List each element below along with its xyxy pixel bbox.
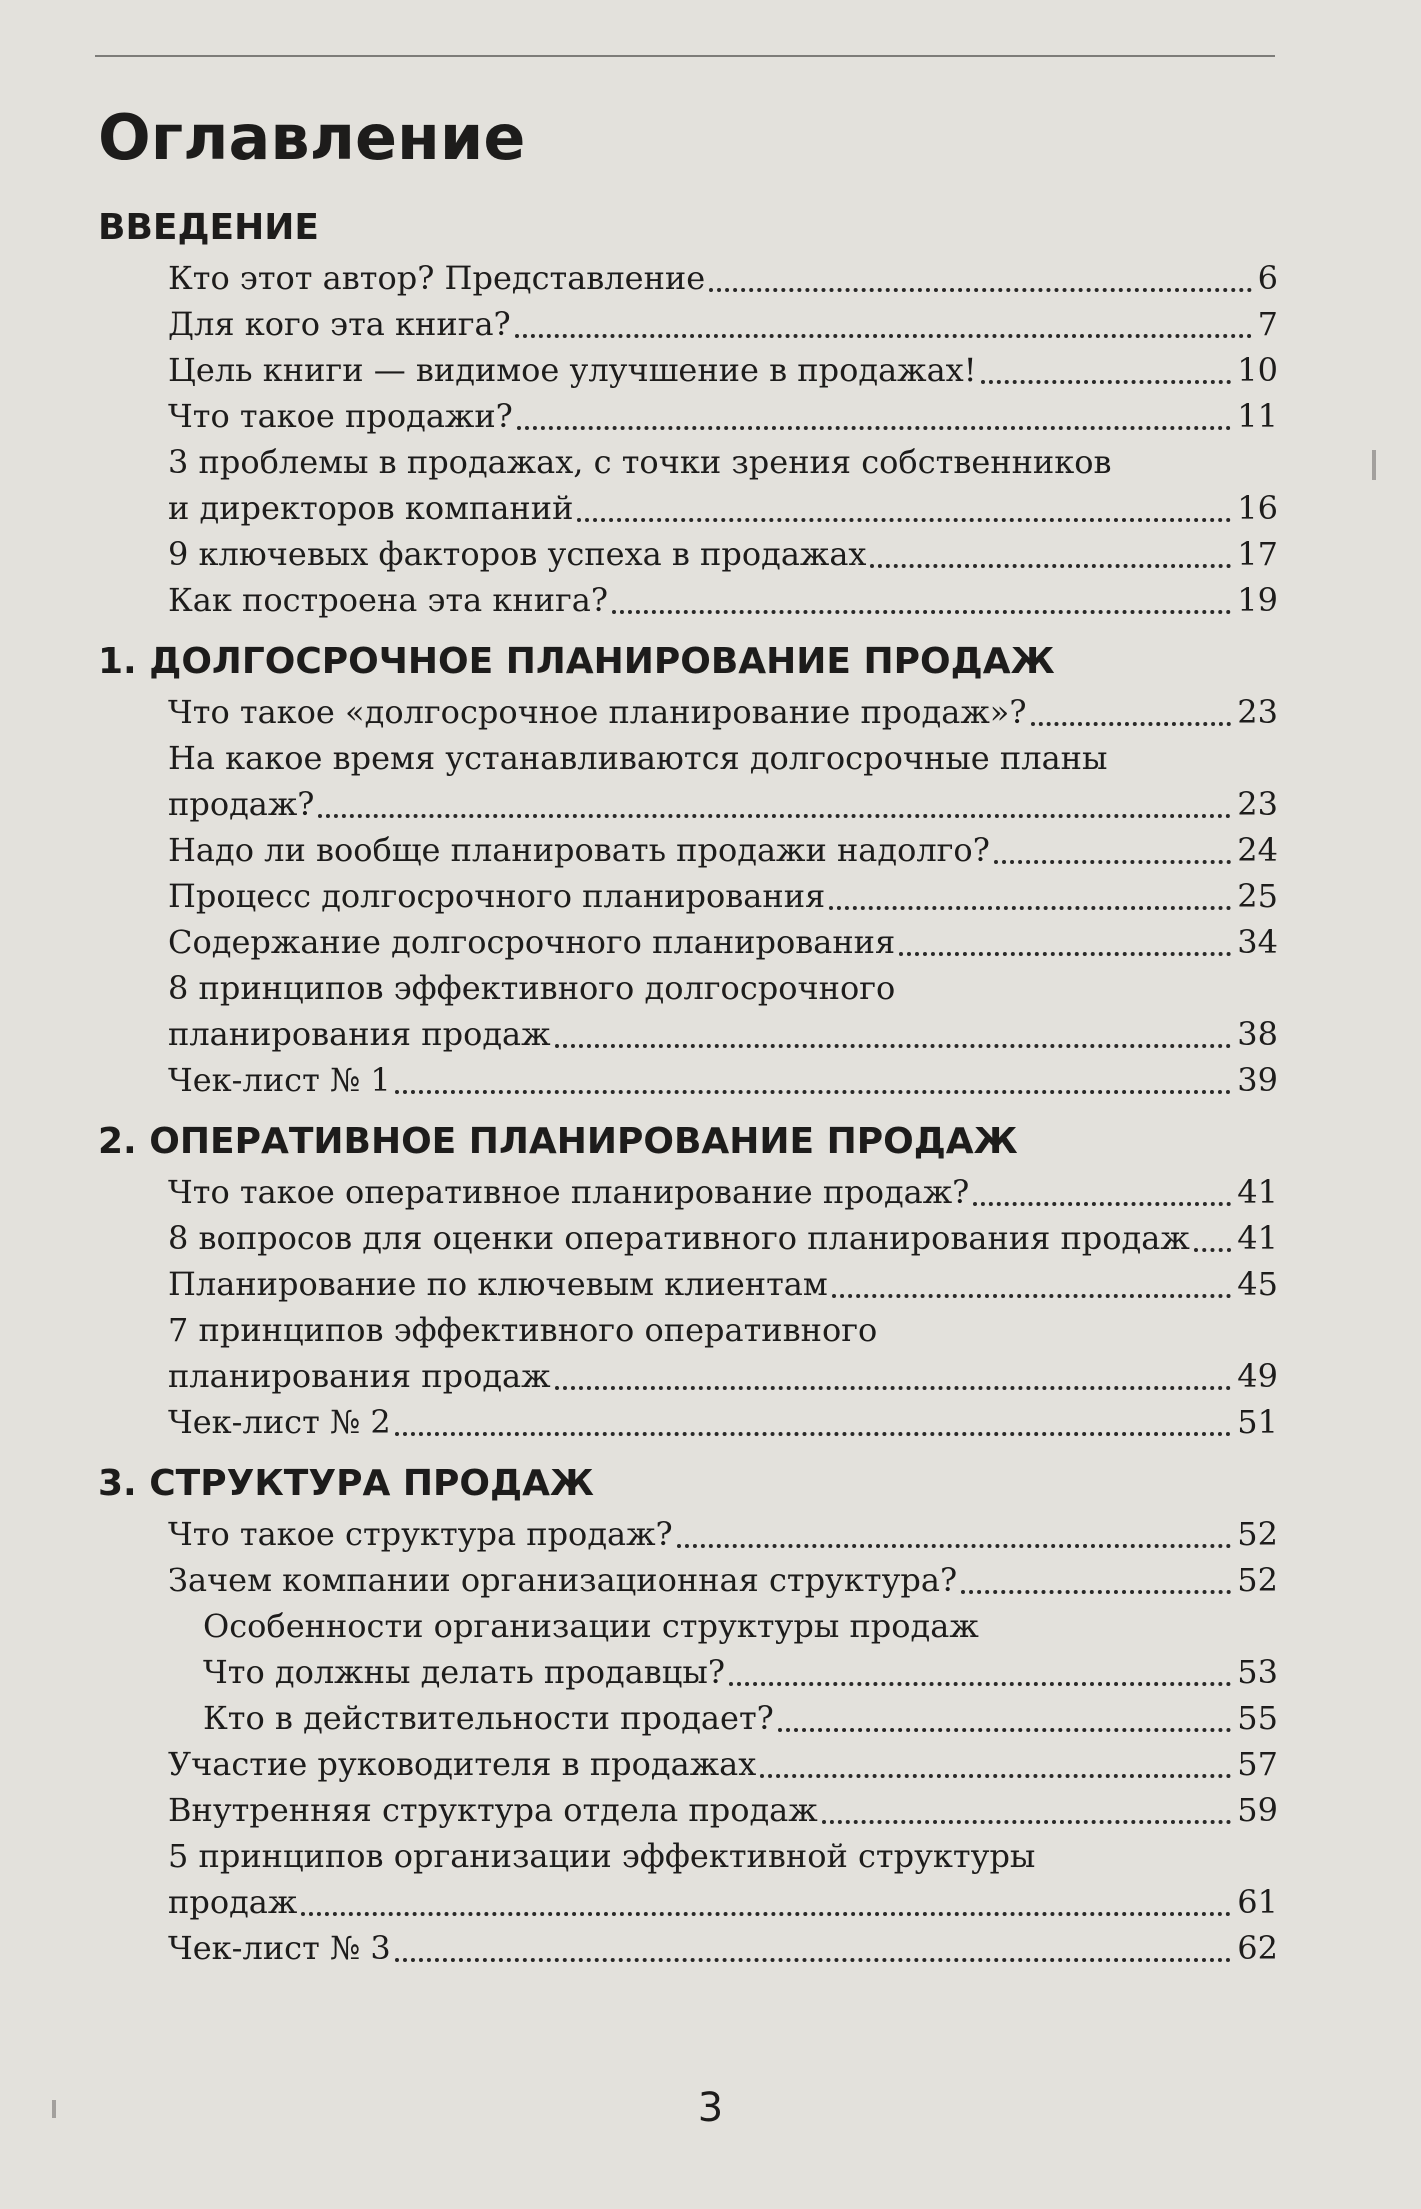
dot-leader bbox=[899, 952, 1231, 956]
toc-page-number: 38 bbox=[1237, 1015, 1278, 1053]
dot-leader bbox=[555, 1386, 1232, 1390]
dot-leader bbox=[577, 518, 1231, 522]
toc-page-number: 41 bbox=[1237, 1173, 1278, 1211]
dot-leader bbox=[973, 1202, 1231, 1206]
toc-page-number: 52 bbox=[1237, 1515, 1278, 1553]
toc-entry-text: Чек-лист № 1 bbox=[168, 1061, 391, 1099]
dot-leader bbox=[677, 1544, 1232, 1548]
dot-leader bbox=[994, 860, 1231, 864]
toc-entry-text: 9 ключевых факторов успеха в продажах bbox=[168, 535, 867, 573]
toc-entry[interactable] bbox=[98, 255, 1278, 301]
toc-entry[interactable] bbox=[98, 1261, 1278, 1307]
toc-entry-text: 8 принципов эффективного долгосрочного bbox=[168, 969, 896, 1007]
dot-leader bbox=[318, 814, 1231, 818]
toc-entry-text: Процесс долгосрочного планирования bbox=[168, 877, 826, 915]
toc-entry-text: 3 проблемы в продажах, с точки зрения собственников bbox=[168, 443, 1112, 481]
toc-entry-text: продаж? bbox=[168, 785, 315, 823]
margin-mark bbox=[52, 2100, 56, 2118]
toc-page-number: 25 bbox=[1237, 877, 1278, 915]
toc-page-number: 51 bbox=[1237, 1403, 1278, 1441]
dot-leader bbox=[555, 1044, 1232, 1048]
toc-page-number: 53 bbox=[1237, 1653, 1278, 1691]
header-rule bbox=[95, 55, 1275, 57]
toc-entry[interactable] bbox=[98, 531, 1278, 577]
dot-leader bbox=[301, 1912, 1231, 1916]
toc-page-number: 16 bbox=[1237, 489, 1278, 527]
toc-page-number: 17 bbox=[1237, 535, 1278, 573]
dot-leader bbox=[832, 1294, 1232, 1298]
toc-entry-text: Для кого эта книга? bbox=[168, 305, 511, 343]
toc-entry[interactable] bbox=[98, 1649, 1278, 1695]
toc-entry[interactable] bbox=[98, 1925, 1278, 1971]
toc-entry-text: 7 принципов эффективного оперативного bbox=[168, 1311, 878, 1349]
toc-entry-text: Кто в действительности продает? bbox=[203, 1699, 774, 1737]
dot-leader bbox=[981, 380, 1232, 384]
toc-page-number: 7 bbox=[1257, 305, 1278, 343]
section-title: 1. ДОЛГОСРОЧНОЕ ПЛАНИРОВАНИЕ ПРОДАЖ bbox=[98, 641, 1055, 682]
dot-leader bbox=[612, 610, 1231, 614]
dot-leader bbox=[961, 1590, 1231, 1594]
section-title: ВВЕДЕНИЕ bbox=[98, 207, 319, 248]
toc-page-number: 10 bbox=[1237, 351, 1278, 389]
dot-leader bbox=[517, 426, 1231, 430]
toc-entry-text: Содержание долгосрочного планирования bbox=[168, 923, 896, 961]
dot-leader bbox=[1194, 1248, 1232, 1252]
dot-leader bbox=[395, 1090, 1232, 1094]
toc-page-number: 41 bbox=[1237, 1219, 1278, 1257]
toc-entry-text: Кто этот автор? Представление bbox=[168, 259, 706, 297]
toc-entry[interactable] bbox=[98, 1215, 1278, 1261]
toc-page-number: 34 bbox=[1237, 923, 1278, 961]
toc-entry[interactable] bbox=[98, 577, 1278, 623]
toc-entry[interactable] bbox=[98, 689, 1278, 735]
dot-leader bbox=[870, 564, 1231, 568]
toc-entry-text: Как построена эта книга? bbox=[168, 581, 609, 619]
margin-mark bbox=[1372, 450, 1376, 480]
toc-page-number: 55 bbox=[1237, 1699, 1278, 1737]
toc-entry[interactable] bbox=[98, 827, 1278, 873]
toc-entry-text: продаж bbox=[168, 1883, 298, 1921]
toc-entry[interactable] bbox=[98, 1695, 1278, 1741]
toc-entry[interactable] bbox=[98, 1169, 1278, 1215]
toc-entry-text: планирования продаж bbox=[168, 1357, 551, 1395]
toc-entry-text: планирования продаж bbox=[168, 1015, 551, 1053]
toc-entry[interactable] bbox=[98, 735, 1278, 827]
toc-entry-text: 5 принципов организации эффективной структуры bbox=[168, 1837, 1036, 1875]
dot-leader bbox=[729, 1682, 1231, 1686]
dot-leader bbox=[395, 1432, 1232, 1436]
toc-entry-text: Чек-лист № 2 bbox=[168, 1403, 391, 1441]
toc-entry[interactable] bbox=[98, 301, 1278, 347]
toc-entry-text: Внутренняя структура отдела продаж bbox=[168, 1791, 818, 1829]
toc-entry-text: Что такое «долгосрочное планирование продаж»? bbox=[168, 693, 1027, 731]
toc-entry[interactable] bbox=[98, 347, 1278, 393]
toc-entry-text: Зачем компании организационная структура? bbox=[168, 1561, 958, 1599]
toc-entry[interactable] bbox=[98, 1741, 1278, 1787]
toc-entry-text: Что должны делать продавцы? bbox=[203, 1653, 725, 1691]
toc-entry-text: Чек-лист № 3 bbox=[168, 1929, 391, 1967]
dot-leader bbox=[829, 906, 1231, 910]
toc-entry-text: Что такое оперативное планирование продаж? bbox=[168, 1173, 970, 1211]
toc-entry-text: Планирование по ключевым клиентам bbox=[168, 1265, 828, 1303]
toc-entry-text: и директоров компаний bbox=[168, 489, 574, 527]
toc-entry-text: Что такое структура продаж? bbox=[168, 1515, 673, 1553]
toc-page-number: 45 bbox=[1237, 1265, 1278, 1303]
dot-leader bbox=[822, 1820, 1232, 1824]
toc-entry[interactable] bbox=[98, 1603, 1278, 1649]
toc-entry-text: Особенности организации структуры продаж bbox=[203, 1607, 979, 1645]
table-of-contents bbox=[98, 205, 1278, 1971]
toc-page-number: 62 bbox=[1237, 1929, 1278, 1967]
toc-page-number: 19 bbox=[1237, 581, 1278, 619]
toc-page-number: 11 bbox=[1237, 397, 1278, 435]
section-title: 3. СТРУКТУРА ПРОДАЖ bbox=[98, 1463, 595, 1504]
toc-entry[interactable] bbox=[98, 1307, 1278, 1399]
section-title: 2. ОПЕРАТИВНОЕ ПЛАНИРОВАНИЕ ПРОДАЖ bbox=[98, 1121, 1018, 1162]
toc-page-number: 61 bbox=[1237, 1883, 1278, 1921]
toc-entry-text: Цель книги — видимое улучшение в продажах! bbox=[168, 351, 977, 389]
toc-entry[interactable] bbox=[98, 1511, 1278, 1557]
dot-leader bbox=[395, 1958, 1232, 1962]
toc-entry[interactable] bbox=[98, 1787, 1278, 1833]
toc-page-number: 57 bbox=[1237, 1745, 1278, 1783]
dot-leader bbox=[709, 288, 1251, 292]
dot-leader bbox=[1031, 722, 1232, 726]
toc-page-number: 52 bbox=[1237, 1561, 1278, 1599]
page-title: Оглавление bbox=[98, 101, 526, 174]
dot-leader bbox=[515, 334, 1252, 338]
toc-entry-text: Что такое продажи? bbox=[168, 397, 513, 435]
toc-entry-text: 8 вопросов для оценки оперативного планирования продаж bbox=[168, 1219, 1190, 1257]
page-number: 3 bbox=[697, 2085, 724, 2131]
toc-page-number: 49 bbox=[1237, 1357, 1278, 1395]
toc-page-number: 23 bbox=[1237, 785, 1278, 823]
toc-page-number: 23 bbox=[1237, 693, 1278, 731]
dot-leader bbox=[760, 1774, 1231, 1778]
toc-page-number: 24 bbox=[1237, 831, 1278, 869]
toc-entry-text: Участие руководителя в продажах bbox=[168, 1745, 757, 1783]
toc-page-number: 39 bbox=[1237, 1061, 1278, 1099]
toc-entry[interactable] bbox=[98, 1399, 1278, 1445]
toc-entry[interactable] bbox=[98, 965, 1278, 1057]
toc-page-number: 6 bbox=[1257, 259, 1278, 297]
toc-entry[interactable] bbox=[98, 873, 1278, 919]
toc-entry-text: Надо ли вообще планировать продажи надолго? bbox=[168, 831, 990, 869]
toc-entry-text: На какое время устанавливаются долгосрочные планы bbox=[168, 739, 1108, 777]
toc-entry[interactable] bbox=[98, 1057, 1278, 1103]
toc-entry[interactable] bbox=[98, 919, 1278, 965]
toc-entry[interactable] bbox=[98, 393, 1278, 439]
dot-leader bbox=[778, 1728, 1231, 1732]
toc-page-number: 59 bbox=[1237, 1791, 1278, 1829]
toc-entry[interactable] bbox=[98, 439, 1278, 531]
toc-entry[interactable] bbox=[98, 1557, 1278, 1603]
toc-entry[interactable] bbox=[98, 1833, 1278, 1925]
